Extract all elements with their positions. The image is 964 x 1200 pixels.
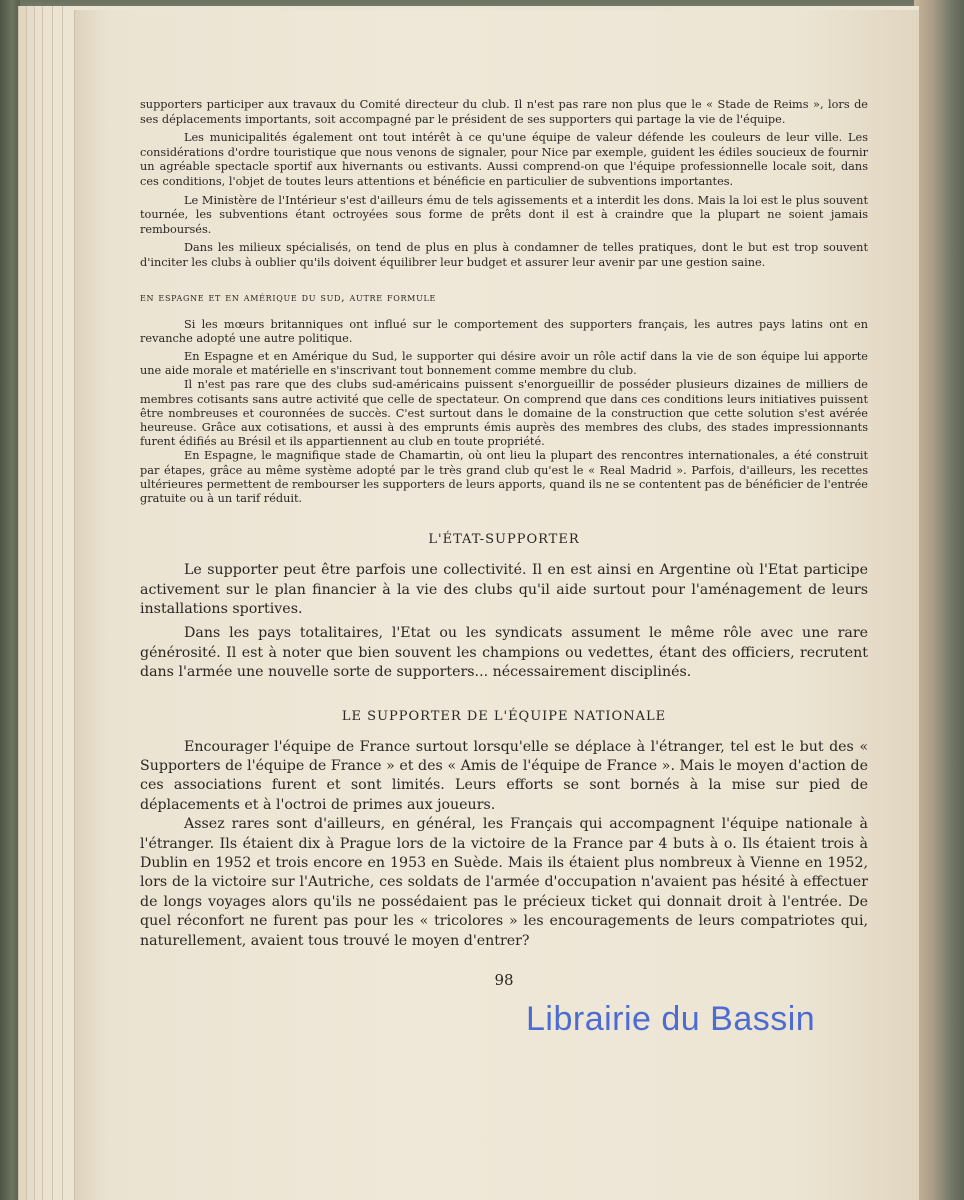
paragraph: Le Ministère de l'Intérieur s'est d'ailleurs ému de tels agissements et a interdit les dons. Mais la loi est le plus souvent tournée, les subventions étant octroyées sous forme de prêts dont il est à craindre que la plupart ne soient jamais remboursés. (140, 193, 868, 236)
book-cover-left (0, 0, 20, 1200)
section-heading-espagne: en espagne et en amérique du sud, autre formule (140, 290, 437, 304)
section-heading-etat: L'ÉTAT-SUPPORTER (428, 532, 580, 548)
section-nationale (140, 738, 868, 951)
paragraph: Il n'est pas rare que des clubs sud-américains puissent s'enorgueillir de posséder plusieurs dizaines de milliers de membres cotisants sans autre activité que celle de spectateur. On comprend que dans ces conditions leurs initiatives puissent être nombreuses et couronnées de succès. C'est surtout dans le domaine de la construction que cette solution s'est avérée heureuse. Grâce aux cotisations, et aussi à des emprunts émis auprès des membres des clubs, des stades impressionnants furent édifiés au Brésil et ils appartiennent au club en toute propriété. (140, 378, 868, 449)
section-espagne (140, 318, 868, 507)
section-municipal (140, 98, 868, 271)
paragraph: Dans les pays totalitaires, l'Etat ou les syndicats assument le même rôle avec une rare générosité. Il est à noter que bien souvent les champions ou vedettes, étant des officiers, recrutent dans l'armée une nouvelle sorte de supporters... nécessairement disciplinés. (140, 625, 868, 681)
paragraph: Le supporter peut être parfois une collectivité. Il en est ainsi en Argentine où l'Etat participe activement sur le plan financier à la vie des clubs qu'il aide surtout pour l'aménagement de leurs installations sportives. (140, 562, 868, 617)
paragraph: Si les mœurs britanniques ont influé sur le comportement des supporters français, les autres pays latins ont en revanche adopté une autre politique. (140, 317, 868, 345)
page-number: 98 (494, 971, 514, 990)
page-content (140, 98, 868, 989)
paragraph: Assez rares sont d'ailleurs, en général, les Français qui accompagnent l'équipe nationale à l'étranger. Ils étaient dix à Prague lors de la victoire de la France par 4 buts à o. Ils étaient trois à Dublin en 1952 et trois encore en 1953 en Suède. Mais ils étaient plus nombreux à Vienne en 1952, lors de la victoire sur l'Autriche, ces soldats de l'armée d'occupation n'avaient pas hésité à effectuer de longs voyages alors qu'ils ne possédaient pas le précieux ticket qui donnait droit à l'entrée. De quel réconfort ne furent pas pour les « tricolores » les encouragements de leurs compatriotes qui, naturellement, avaient tous trouvé le moyen d'entrer? (140, 816, 868, 949)
paragraph: Dans les milieux spécialisés, on tend de plus en plus à condamner de telles pratiques, dont le but est trop souvent d'inciter les clubs à oublier qu'ils doivent équilibrer leur budget et assurer leur avenir par une gestion saine. (140, 241, 868, 269)
paragraph: En Espagne, le magnifique stade de Chamartin, où ont lieu la plupart des rencontres internationales, a été construit par étapes, grâce au même système adopté par le très grand club qu'est le « Real Madrid ». Parfois, d'ailleurs, les recettes ultérieures permettent de rembourser les supporters de leurs apports, quand ils ne se contentent pas de bénéficier de l'entrée gratuite ou à un tarif réduit. (140, 449, 868, 505)
paragraph: En Espagne et en Amérique du Sud, le supporter qui désire avoir un rôle actif dans la vie de son équipe lui apporte une aide morale et matérielle en s'inscrivant tout bonnement comme membre du club. (140, 349, 868, 378)
section-heading-nationale: LE SUPPORTER DE L'ÉQUIPE NATIONALE (341, 708, 667, 724)
section-etat (140, 561, 868, 682)
paragraph: supporters participer aux travaux du Comité directeur du club. Il n'est pas rare non plus que le « Stade de Reims », lors de ses déplacements importants, soit accompagné par le président de ses supporters qui partage la vie de l'équipe. (140, 98, 868, 126)
watermark-text: Librairie du Bassin (526, 1000, 816, 1038)
book-right-edge (914, 0, 964, 1200)
paragraph: Encourager l'équipe de France surtout lorsqu'elle se déplace à l'étranger, tel est le but des « Supporters de l'équipe de France » et des « Amis de l'équipe de France ». Mais le moyen d'action de ces associations furent et sont limités. Leurs efforts se sont bornés à la mise sur pied de déplacements et à l'octroi de primes aux joueurs. (140, 738, 868, 813)
paragraph: Les municipalités également ont tout intérêt à ce qu'une équipe de valeur défende les couleurs de leur ville. Les considérations d'ordre touristique que nous venons de signaler, pour Nice par exemple, guident les édiles soucieux de fournir un agréable spectacle sportif aux hivernants ou estivants. Aussi comprend-on que l'équipe professionnelle locale soit, dans ces conditions, l'objet de toutes leurs attentions et bénéficie en particulier de subventions importantes. (140, 131, 868, 188)
